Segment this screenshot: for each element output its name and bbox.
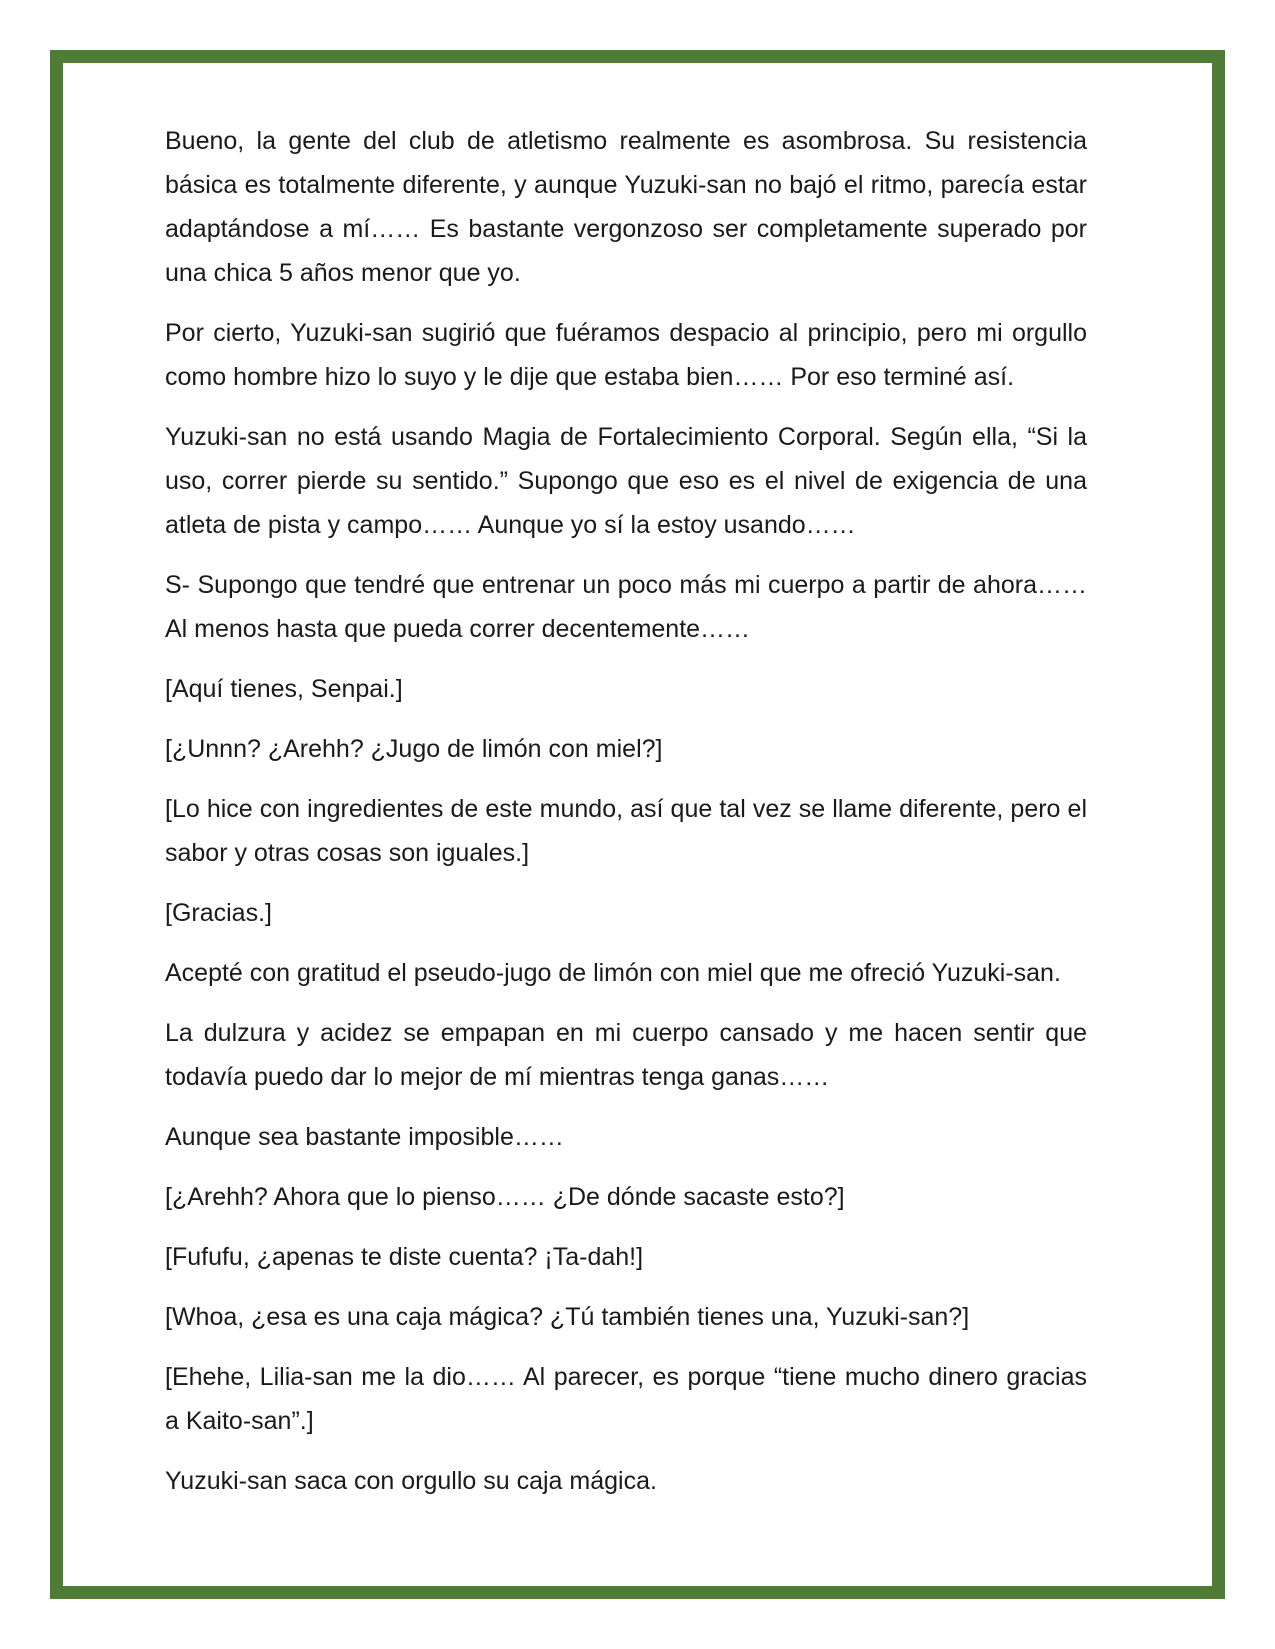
dialogue-line-8: [Ehehe, Lilia-san me la dio…… Al parecer, es porque “tiene mucho dinero gracias a Kaito-san”.] — [165, 1363, 1087, 1435]
paragraph-7: Aunque sea bastante imposible…… — [165, 1123, 564, 1151]
paragraph-6: La dulzura y acidez se empapan en mi cuerpo cansado y me hacen sentir que todavía puedo dar lo mejor de mí mientras tenga ganas…… — [165, 1019, 1087, 1091]
paragraph-8: Yuzuki-san saca con orgullo su caja mágica. — [165, 1467, 657, 1495]
dialogue-line-3: [Lo hice con ingredientes de este mundo, así que tal vez se llame diferente, pero el sabor y otras cosas son iguales.] — [165, 795, 1087, 867]
paragraph-3: Yuzuki-san no está usando Magia de Fortalecimiento Corporal. Según ella, “Si la uso, correr pierde su sentido.” Supongo que eso es el nivel de exigencia de una atleta de pista y campo…… Aunque yo sí la estoy usando…… — [165, 423, 1087, 539]
dialogue-line-4: [Gracias.] — [165, 899, 272, 927]
dialogue-line-2: [¿Unnn? ¿Arehh? ¿Jugo de limón con miel?] — [165, 735, 663, 763]
dialogue-line-6: [Fufufu, ¿apenas te diste cuenta? ¡Ta-dah!] — [165, 1243, 644, 1271]
dialogue-line-1: [Aquí tienes, Senpai.] — [165, 675, 403, 703]
dialogue-line-7: [Whoa, ¿esa es una caja mágica? ¿Tú también tienes una, Yuzuki-san?] — [165, 1303, 970, 1331]
dialogue-line-5: [¿Arehh? Ahora que lo pienso…… ¿De dónde sacaste esto?] — [165, 1183, 845, 1211]
paragraph-5: Acepté con gratitud el pseudo-jugo de limón con miel que me ofreció Yuzuki-san. — [165, 959, 1061, 987]
paragraph-1: Bueno, la gente del club de atletismo realmente es asombrosa. Su resistencia básica es totalmente diferente, y aunque Yuzuki-san no bajó el ritmo, parecía estar adaptándose a mí…… Es bastante vergonzoso ser completamente superado por una chica 5 años menor que yo. — [165, 127, 1087, 287]
paragraph-2: Por cierto, Yuzuki-san sugirió que fuéramos despacio al principio, pero mi orgullo como hombre hizo lo suyo y le dije que estaba bien…… Por eso terminé así. — [165, 319, 1087, 391]
paragraph-4: S- Supongo que tendré que entrenar un poco más mi cuerpo a partir de ahora…… Al menos hasta que pueda correr decentemente…… — [165, 571, 1087, 643]
document-text-body — [165, 119, 1087, 1503]
